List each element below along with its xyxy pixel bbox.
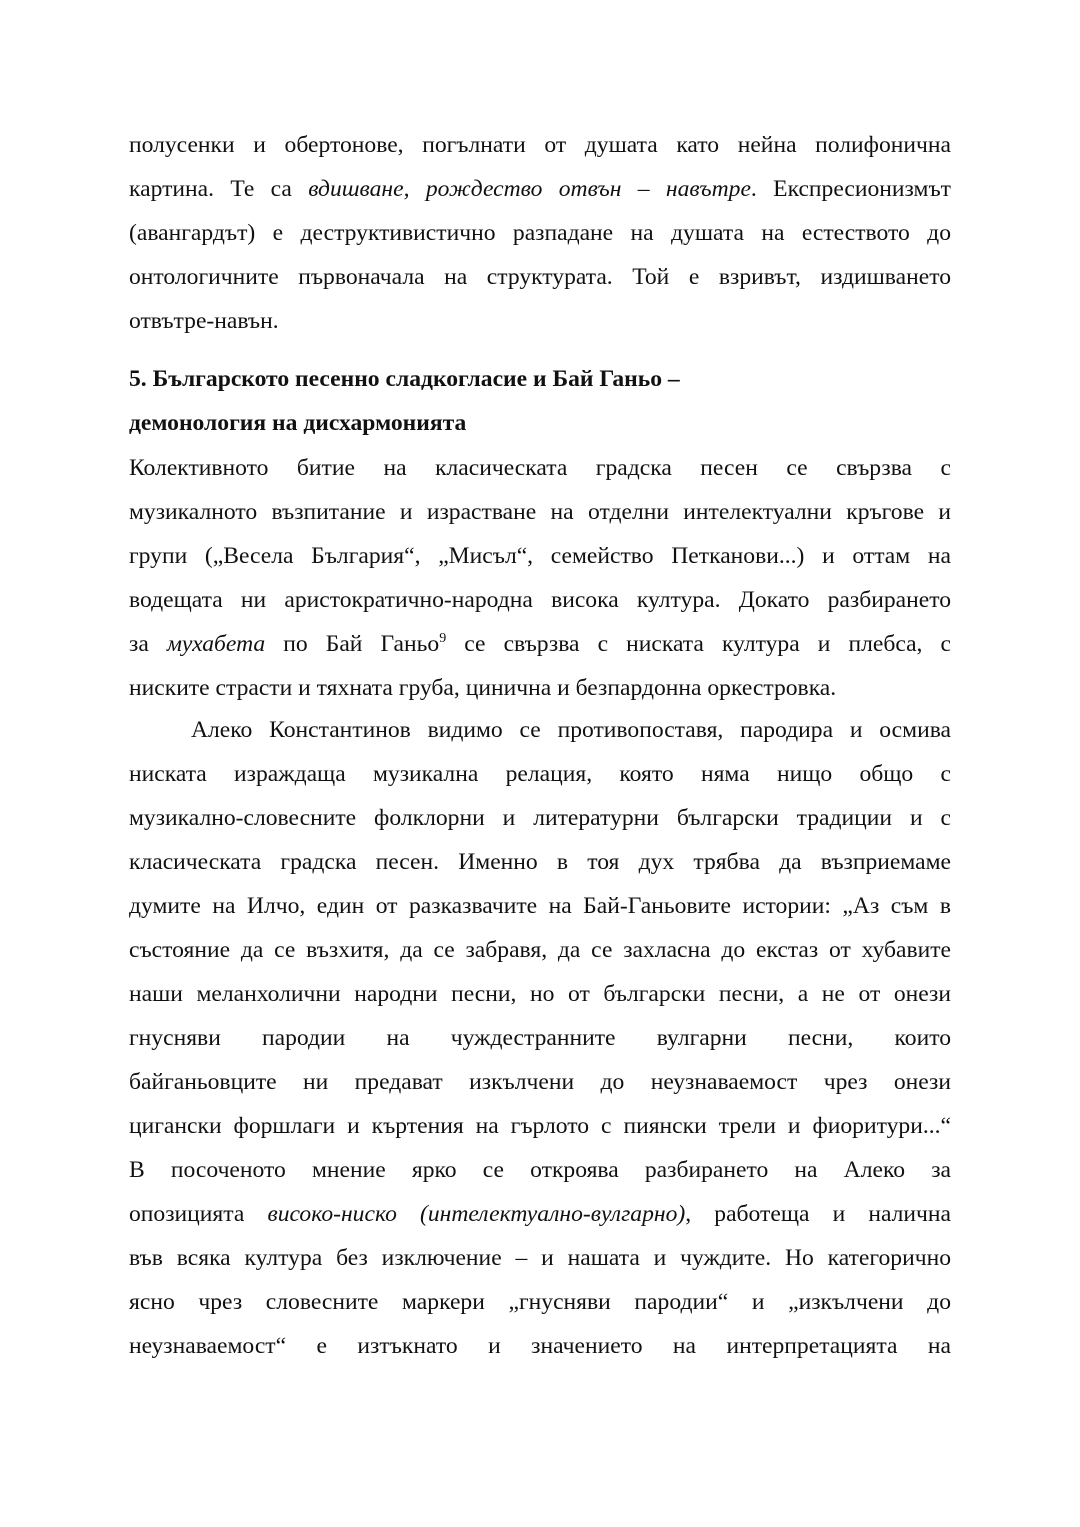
heading-line-1: 5. Българското песенно сладкогласие и Бай Ганьо – <box>129 366 680 392</box>
text-line: думите на Илчо, един от разказвачите на Бай-Ганьовите истории: „Аз съм в <box>129 893 951 919</box>
text-line: наши меланхолични народни песни, но от български песни, а не от онези <box>129 981 951 1007</box>
text-span: се свързва с ниската култура и плебса, с <box>446 631 951 657</box>
text-line: класическата градска песен. Именно в тоя дух трябва да възприемаме <box>129 849 951 875</box>
italic-phrase: вдишване, рождество отвън – навътре <box>308 176 751 202</box>
text-line: онтологичните първоначала на структурата. Той е взривът, издишването <box>129 264 951 290</box>
text-line: състояние да се възхитя, да се забравя, да се захласна до екстаз от хубавите <box>129 937 951 963</box>
text-line: водещата ни аристократично-народна висока култура. Докато разбирането <box>129 587 951 613</box>
text-line: групи („Весела България“, „Мисъл“, семейство Петканови...) и оттам на <box>129 543 951 569</box>
footnote-marker: 9 <box>439 631 447 646</box>
text-line: ясно чрез словесните маркери „гнусняви пародии“ и „изкълчени до <box>129 1289 951 1315</box>
text-line: цигански форшлаги и къртения на гърлото с пиянски трели и фиоритури...“ <box>129 1113 951 1139</box>
text-span: опозицията <box>129 1201 268 1227</box>
text-span: картина. Те са <box>129 176 309 202</box>
text-line: музикално-словесните фолклорни и литературни български традиции и с <box>129 805 951 831</box>
text-line: Алеко Константинов видимо се противопоставя, пародира и осмива <box>191 717 951 743</box>
text-span: за <box>129 631 167 657</box>
text-line: ниската израждаща музикална релация, която няма нищо общо с <box>129 761 951 787</box>
text-line <box>129 1197 951 1231</box>
text-line: гнусняви пародии на чуждестранните вулгарни песни, които <box>129 1025 951 1051</box>
text-line: байганьовците ни предават изкълчени до неузнаваемост чрез онези <box>129 1069 951 1095</box>
italic-phrase: високо-ниско (интелектуално-вулгарно) <box>267 1201 686 1227</box>
text-line: полусенки и обертонове, погълнати от душата като нейна полифонична <box>129 132 951 158</box>
text-line: неузнаваемост“ е изтъкнато и значението на интерпретацията на <box>129 1333 951 1359</box>
text-line <box>129 172 951 206</box>
text-line: Колективното битие на класическата градска песен се свързва с <box>129 455 951 481</box>
text-line <box>129 627 951 661</box>
text-line: В посоченото мнение ярко се откроява разбирането на Алеко за <box>129 1157 951 1183</box>
text-line: ниските страсти и тяхната груба, цинична и безпардонна оркестровка. <box>129 675 837 701</box>
italic-phrase: мухабета <box>166 631 266 657</box>
text-span: по Бай Ганьо <box>265 631 440 657</box>
text-line: музикалното възпитание и израстване на отделни интелектуални кръгове и <box>129 499 951 525</box>
text-span: . Експресионизмът <box>750 176 951 202</box>
text-line: отвътре-навън. <box>129 308 279 334</box>
text-span: , работеща и налична <box>685 1201 951 1227</box>
heading-line-2: демонология на дисхармонията <box>129 410 467 436</box>
text-line: във всяка култура без изключение – и нашата и чуждите. Но категорично <box>129 1245 951 1271</box>
text-line: (авангардът) е деструктивистично разпадане на душата на естеството до <box>129 220 951 246</box>
